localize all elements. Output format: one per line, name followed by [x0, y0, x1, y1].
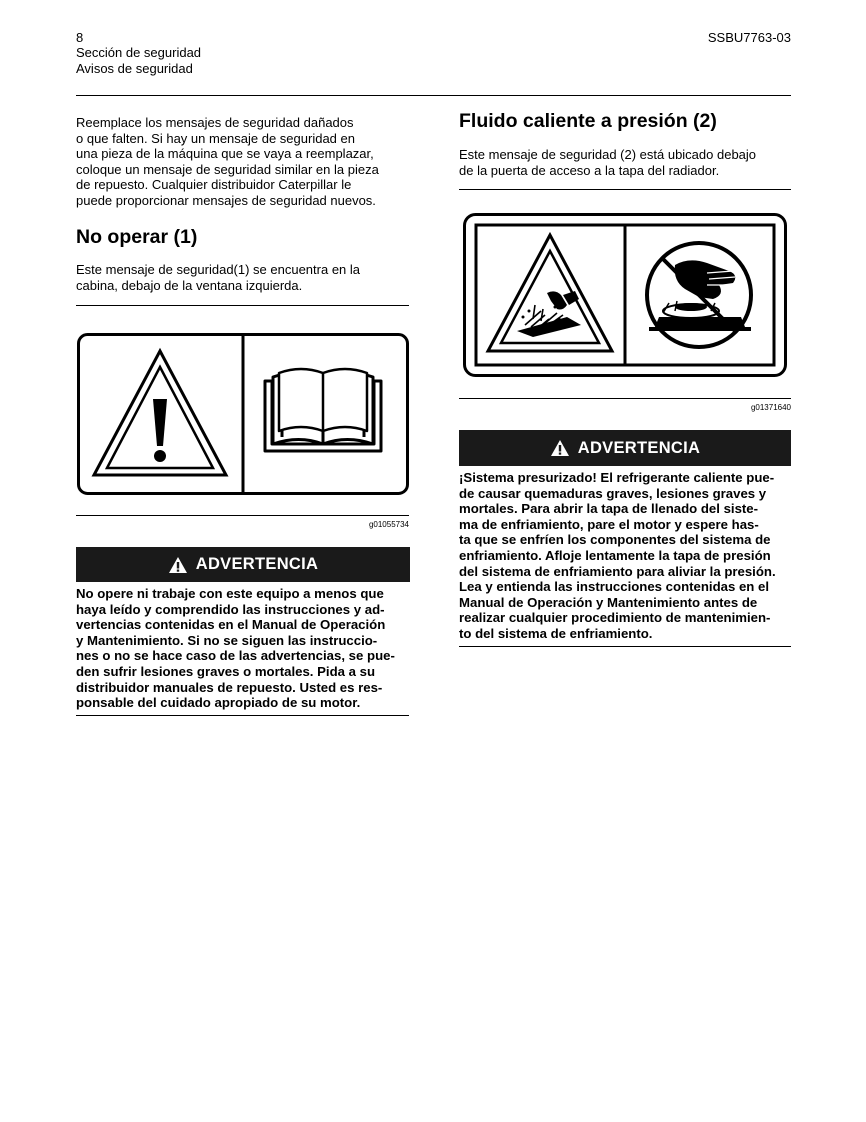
warning-banner — [459, 430, 791, 466]
text-line: cabina, debajo de la ventana izquierda. — [76, 277, 303, 293]
text-line: ma de enfriamiento, pare el motor y espere has- — [459, 516, 759, 532]
no-operar-description — [76, 262, 411, 293]
hot-fluid-safety-decal — [463, 213, 787, 377]
page-number: 8 — [76, 30, 84, 45]
text-line: ¡Sistema presurizado! El refrigerante caliente pue- — [459, 470, 775, 485]
section-rule — [76, 305, 409, 306]
section-rule — [76, 715, 409, 716]
heading-no-operar: No operar (1) — [76, 226, 198, 248]
warning-triangle-icon — [168, 556, 188, 574]
text-line: mortales. Para abrir la tapa de llenado del siste- — [459, 501, 759, 517]
text-line: Manual de Operación y Mantenimiento antes de — [459, 594, 758, 610]
text-line: puede proporcionar mensajes de seguridad nuevos. — [76, 192, 376, 208]
warning-text — [459, 470, 792, 642]
text-line: den sufrir lesiones graves o mortales. Pida a su — [76, 663, 376, 679]
warning-text — [76, 586, 410, 711]
document-code: SSBU7763-03 — [707, 30, 791, 45]
warning-label: ADVERTENCIA — [577, 438, 701, 457]
text-line: to del sistema de enfriamiento. — [459, 625, 653, 641]
text-line: Lea y entienda las instrucciones contenidas en el — [459, 579, 770, 595]
text-line: ta que se enfríen los componentes del sistema de — [459, 532, 771, 548]
heading-fluido-caliente: Fluido caliente a presión (2) — [459, 110, 717, 132]
text-line: Este mensaje de seguridad(1) se encuentra en la — [76, 262, 361, 277]
warning-banner — [76, 547, 410, 582]
text-line: ponsable del cuidado apropiado de su motor. — [76, 695, 361, 711]
text-line: o que falten. Si hay un mensaje de seguridad en — [76, 130, 355, 146]
text-line: una pieza de la máquina que se vaya a reemplazar, — [76, 146, 374, 161]
text-line: de la puerta de acceso a la tapa del radiador. — [459, 162, 720, 178]
figure-rule — [459, 398, 791, 399]
text-line: Este mensaje de seguridad (2) está ubicado debajo — [459, 147, 757, 162]
warning-triangle-icon — [550, 439, 570, 457]
text-line: realizar cualquier procedimiento de mantenimien- — [459, 610, 771, 626]
no-operar-safety-decal — [77, 333, 409, 495]
figure-id-g01371640: g01371640 — [750, 403, 791, 412]
section-rule — [459, 189, 791, 190]
text-line: Reemplace los mensajes de seguridad dañados — [76, 115, 354, 130]
fluido-caliente-description — [459, 147, 791, 178]
text-line: nes o no se hace caso de las advertencias, se pue- — [76, 648, 395, 664]
text-line: haya leído y comprendido las instrucciones y ad- — [76, 601, 385, 617]
figure-rule — [76, 515, 409, 516]
subsection-title: Avisos de seguridad — [76, 61, 193, 76]
text-line: y Mantenimiento. Si no se siguen las instruccio- — [76, 632, 378, 648]
text-line: No opere ni trabaje con este equipo a menos que — [76, 586, 384, 601]
text-line: distribuidor manuales de repuesto. Usted es res- — [76, 679, 383, 695]
section-title: Sección de seguridad — [76, 45, 202, 60]
operation-manual-book-icon — [265, 369, 381, 451]
figure-id-g01055734: g01055734 — [368, 520, 409, 529]
text-line: vertencias contenidas en el Manual de Operación — [76, 617, 386, 633]
header-rule — [76, 95, 791, 96]
section-rule — [459, 646, 791, 647]
intro-paragraph — [76, 115, 411, 208]
text-line: de causar quemaduras graves, lesiones graves y — [459, 485, 767, 501]
text-line: enfriamiento. Afloje lentamente la tapa de presión — [459, 547, 771, 563]
text-line: del sistema de enfriamiento para aliviar la presión. — [459, 563, 776, 579]
text-line: coloque un mensaje de seguridad similar en la pieza — [76, 161, 379, 177]
text-line: de repuesto. Cualquier distribuidor Caterpillar le — [76, 177, 352, 192]
warning-label: ADVERTENCIA — [195, 555, 319, 573]
